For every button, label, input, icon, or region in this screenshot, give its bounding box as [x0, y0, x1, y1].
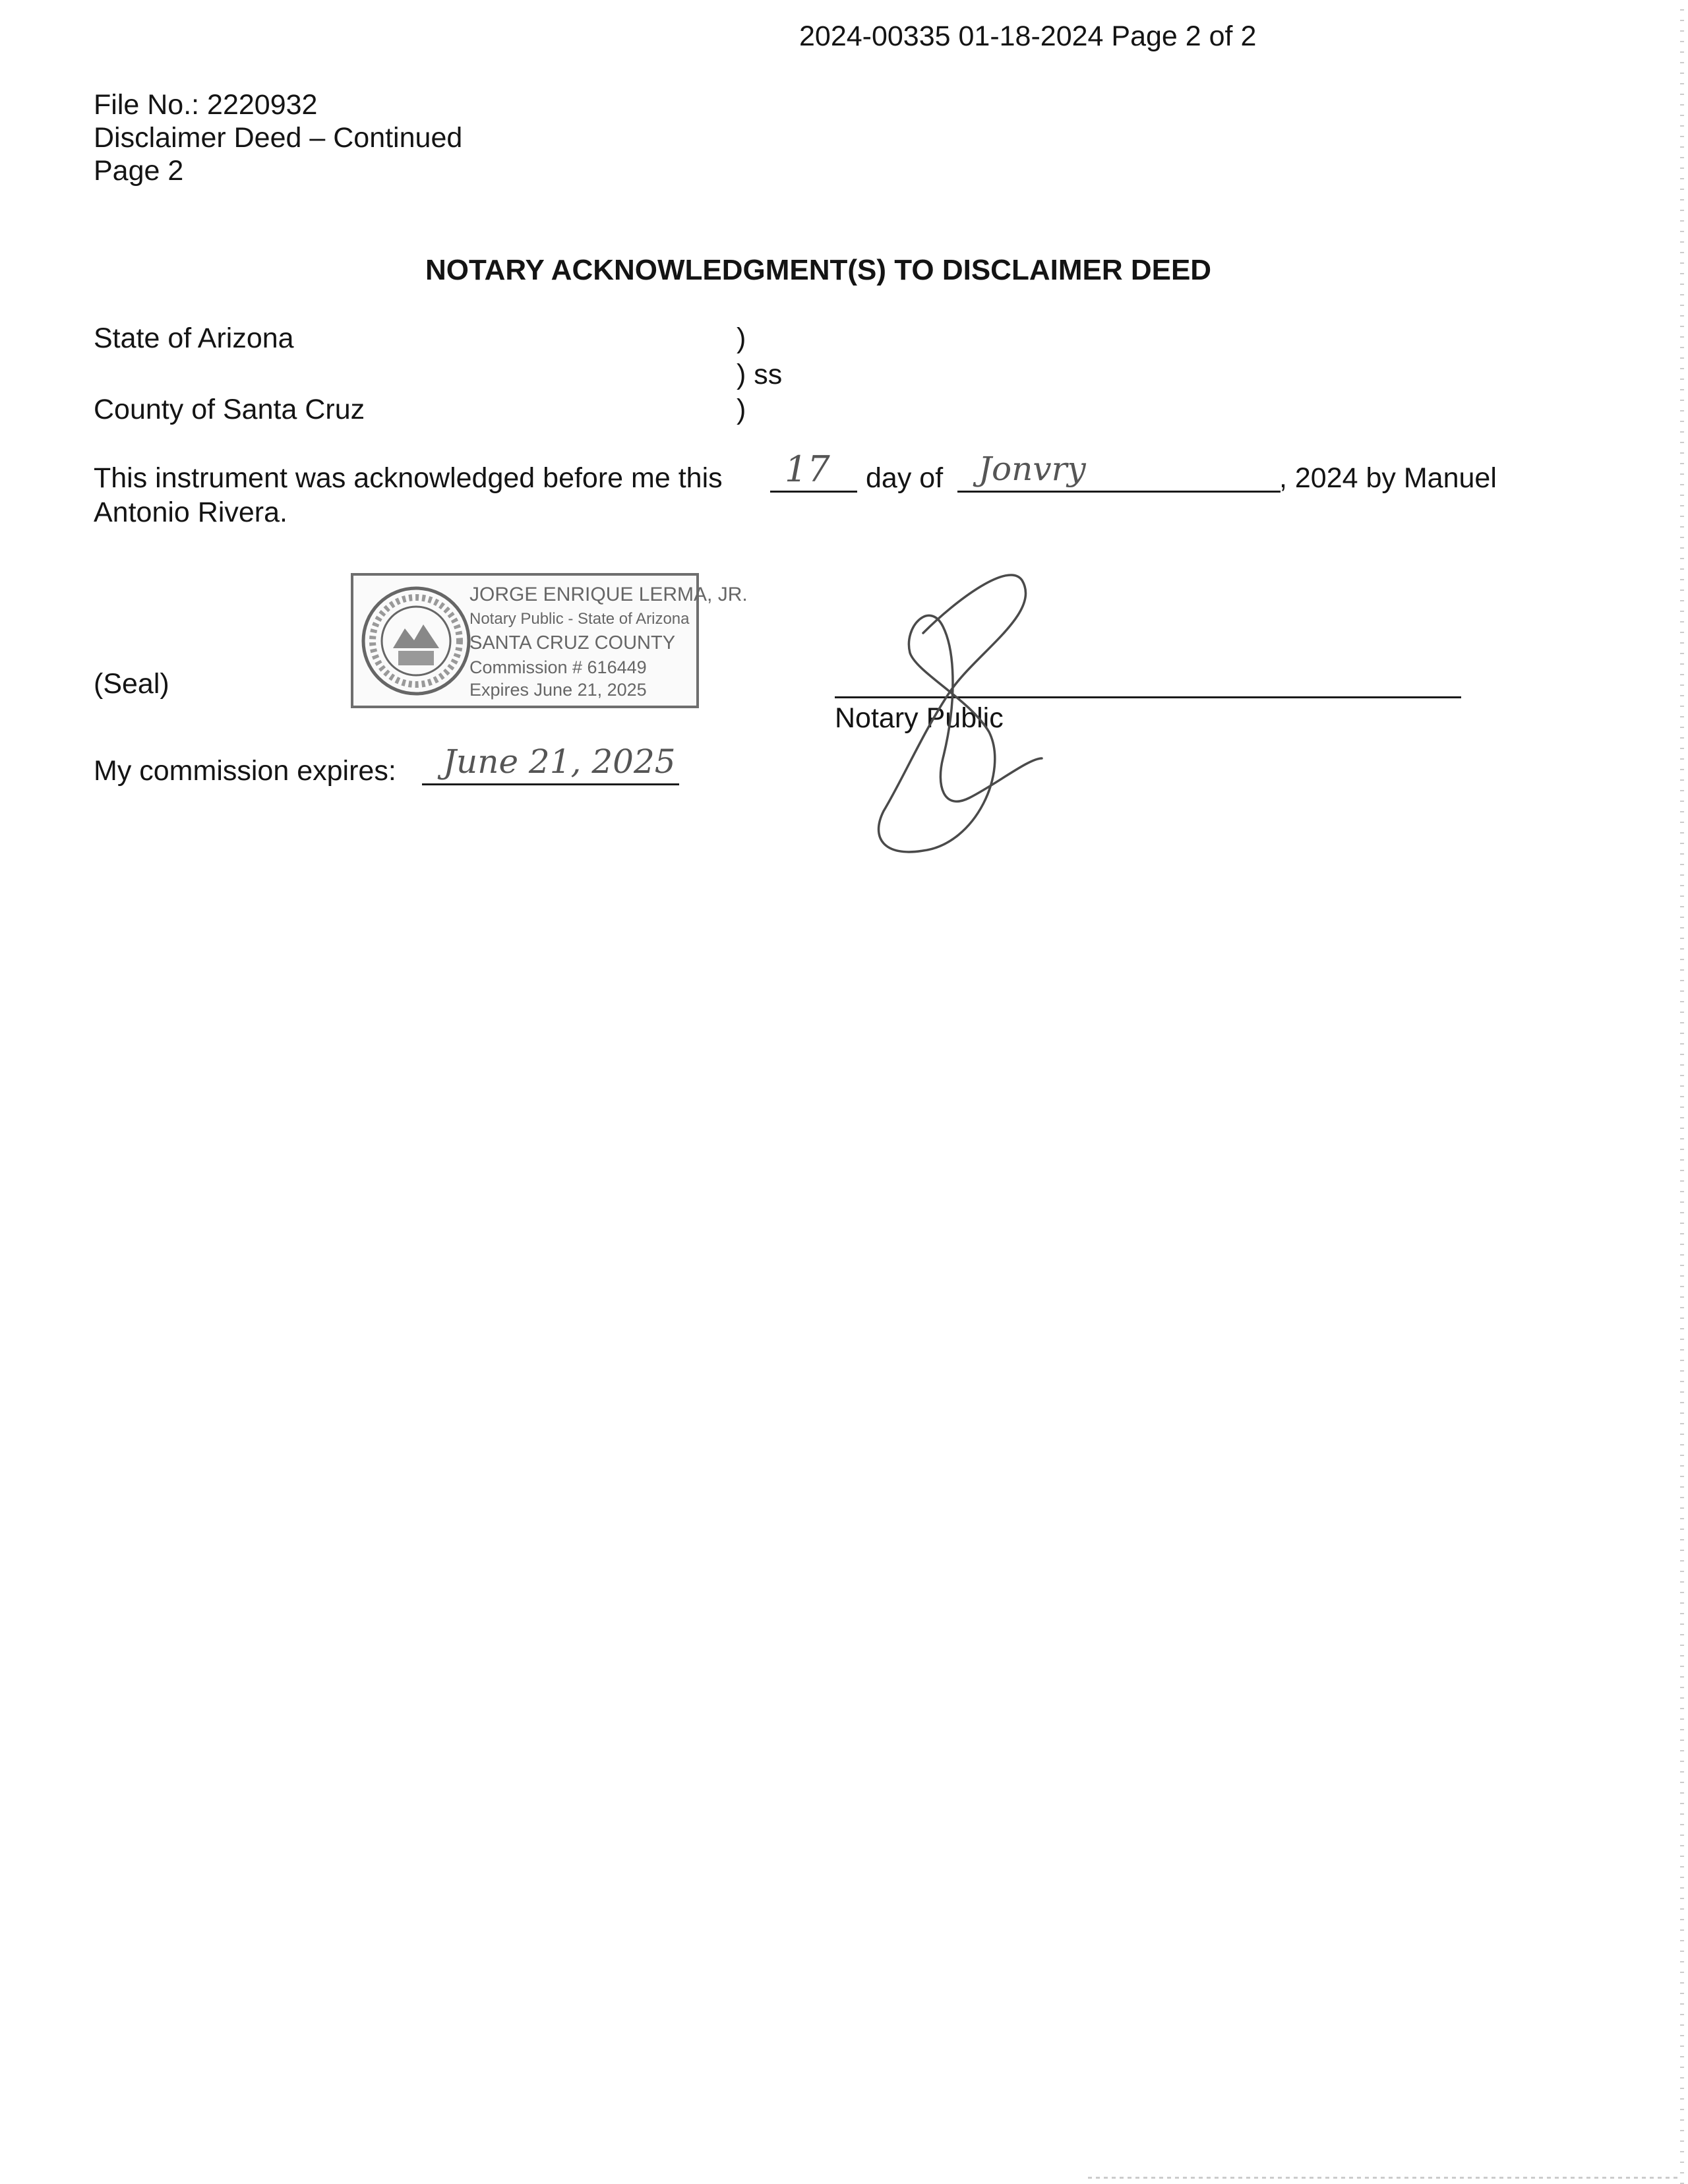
notary-stamp: [351, 573, 748, 708]
scan-footer-artifact: [1088, 2177, 1681, 2179]
venue-ss: ) ss: [737, 359, 783, 390]
notary-public-label: Notary Public: [835, 702, 1004, 734]
commission-expires-blank: [422, 783, 679, 785]
month-blank: [957, 491, 1281, 493]
file-number: File No.: 2220932: [94, 89, 318, 121]
acknowledgment-line-2: Antonio Rivera.: [94, 497, 287, 528]
commission-expires-label: My commission expires:: [94, 755, 396, 787]
county-label: County of Santa Cruz: [94, 394, 365, 425]
stamp-county: SANTA CRUZ COUNTY: [469, 632, 676, 653]
notary-signature: [844, 561, 1055, 864]
day-blank: [770, 491, 857, 493]
document-title-continued: Disclaimer Deed – Continued: [94, 122, 463, 154]
stamp-expires: Expires June 21, 2025: [469, 680, 647, 700]
stamp-notary-name: JORGE ENRIQUE LERMA, JR.: [469, 584, 748, 605]
scan-edge-artifact: [1680, 0, 1684, 2184]
recording-number: 2024-00335 01-18-2024 Page 2 of 2: [799, 20, 1257, 52]
day-handwritten: 17: [785, 448, 830, 490]
acknowledgment-text: This instrument was acknowledged before me this: [94, 462, 723, 494]
seal-label: (Seal): [94, 668, 169, 700]
page-title: NOTARY ACKNOWLEDGMENT(S) TO DISCLAIMER DEED: [425, 254, 1212, 286]
month-handwritten: Jonvry: [979, 450, 1086, 488]
day-of-text: day of: [866, 462, 944, 494]
year-and-name-text: , 2024 by Manuel: [1279, 462, 1497, 494]
venue-paren-2: ): [737, 394, 746, 425]
stamp-commission: Commission # 616449: [469, 657, 647, 677]
arizona-state-seal-icon: [360, 585, 472, 697]
commission-expires-handwritten: June 21, 2025: [443, 743, 676, 781]
venue-paren-1: ): [737, 322, 746, 354]
state-label: State of Arizona: [94, 322, 294, 354]
stamp-notary-title: Notary Public - State of Arizona: [469, 610, 690, 628]
page-number: Page 2: [94, 155, 184, 187]
